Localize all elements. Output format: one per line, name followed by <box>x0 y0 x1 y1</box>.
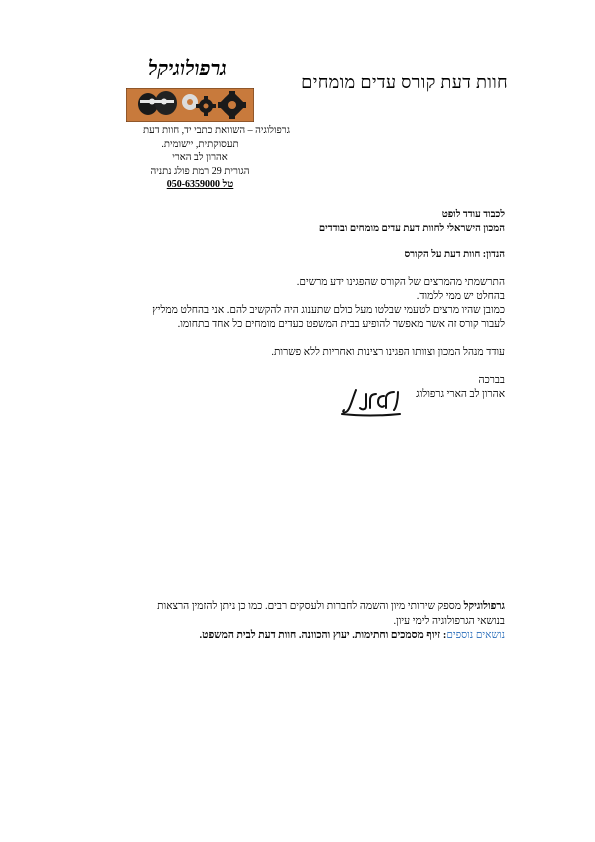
body-line: לעבור קורס זה אשר מאפשר להופיע בבית המשפט כעדים מומחים כל אחד בתחומו. <box>177 319 505 330</box>
footer-line: בנושאי הגרפולוגיה לימי עיון. <box>393 615 505 627</box>
footer-block <box>85 600 505 644</box>
address-line: הגורית 29 רמת פולג נתניה <box>150 165 250 177</box>
footer-text: מספק שירותי מיון והשמה לחברות ולעסקים רבים. כמו כן ניתן להזמין הרצאות <box>157 601 464 612</box>
address-line: תעסוקתית, יישומית. <box>161 138 239 150</box>
body-line: בהחלט יש ממי ללמוד. <box>416 291 505 302</box>
closing-paragraph: עודד מנהל המכון וצוותו הפגינו רצינות ואחריות ללא פשרות. <box>271 347 505 358</box>
footer-topics: : זיוף מסמכים וחתימות. יעוץ והכוונה. חוות דעת לבית המשפט. <box>199 630 447 641</box>
recipient-organization: המכון הישראלי לחוות דעת עדים מומחים ובודדים <box>318 223 505 234</box>
more-topics-link[interactable]: נושאים נוספים <box>446 630 505 641</box>
address-block <box>110 124 290 192</box>
phone-number[interactable]: טל 050-6359000 <box>166 179 234 190</box>
body-line: כמובן שהיו מרצים לטעמי שבלטו מעל כולם שתענוג היה להקשיב להם. אני בהחלט ממליץ <box>152 305 505 316</box>
recipient-name: לכבוד עודד לופט <box>441 209 505 220</box>
letter-body <box>85 276 505 332</box>
signoff-name: אהרון לב הארי גרפולוג <box>416 389 505 400</box>
footer-brand: גרפולוגיקל <box>463 601 505 612</box>
footer-line <box>85 600 505 615</box>
handwritten-signature <box>340 386 402 420</box>
page-title: חוות דעת קורס עדים מומחים <box>301 72 508 92</box>
body-line: התרשמתי מהמרצים של הקורס שהפגינו ידע מרשים. <box>296 277 505 288</box>
brand-name: גרפולוגיקל <box>148 58 227 80</box>
brand-logo <box>126 88 254 122</box>
footer-line <box>85 629 505 644</box>
address-line: אהרון לב הארי <box>172 152 228 163</box>
signoff-greeting: בברכה <box>478 375 505 386</box>
address-line: גרפולוגיה – השוואת כתבי יד, חוות דעת <box>142 125 290 136</box>
subject-line: הנדון: חוות דעת על הקורס <box>404 249 505 260</box>
signoff-block <box>416 374 505 402</box>
recipient-block <box>319 208 505 236</box>
